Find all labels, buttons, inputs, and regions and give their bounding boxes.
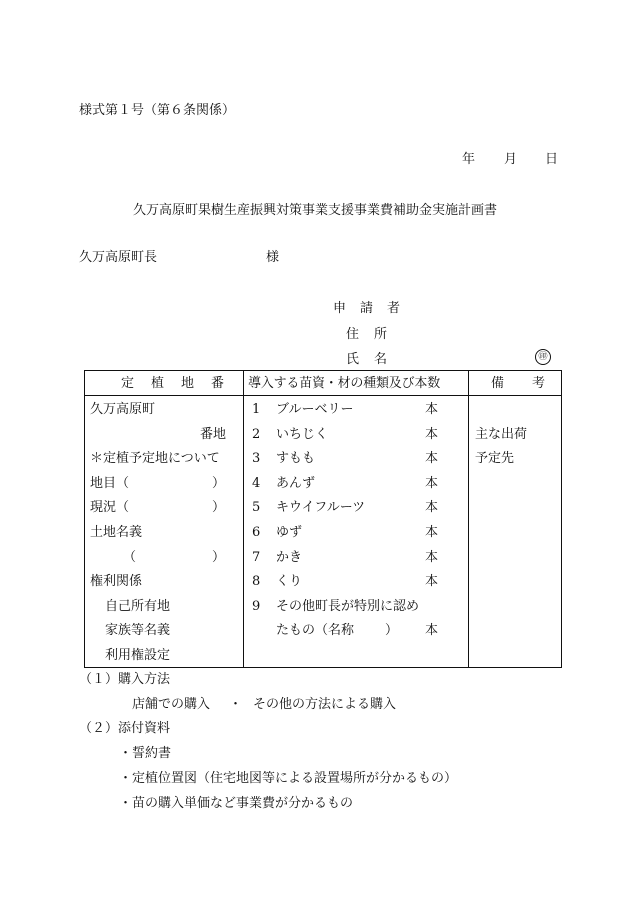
- item-number: 5: [252, 500, 261, 515]
- item-unit: 本: [425, 500, 439, 515]
- attachments-heading: （２）添付資料: [79, 721, 171, 736]
- item-number: 7: [252, 550, 261, 565]
- item-number: 6: [252, 525, 261, 540]
- item9-line2: たもの（名称: [276, 623, 355, 638]
- purchase-heading: （１）購入方法: [79, 672, 171, 687]
- item-name: くり: [276, 574, 303, 589]
- item-number: 4: [252, 476, 261, 491]
- purchase-option-other: その他の方法による購入: [253, 697, 397, 712]
- col1-town: 久万高原町: [90, 402, 156, 417]
- item-unit: 本: [425, 574, 439, 589]
- item-name: すもも: [276, 451, 316, 466]
- item-name: ブルーベリー: [276, 402, 354, 417]
- table-divider-1: [243, 371, 244, 667]
- item9-number: 9: [252, 599, 261, 614]
- header-col3-char-b: 考: [532, 376, 546, 391]
- item-number: 8: [252, 574, 261, 589]
- col1-right-family: 家族等名義: [105, 623, 171, 638]
- document-title: 久万高原町果樹生産振興対策事業支援事業費補助金実施計画書: [132, 203, 497, 218]
- remarks-line2: 予定先: [475, 451, 515, 466]
- header-col1-char-a: 定: [121, 376, 135, 391]
- item-unit: 本: [425, 427, 439, 442]
- header-col2: 導入する苗資・材の種類及び本数: [248, 376, 441, 391]
- item9-line2-close: ）: [385, 623, 399, 638]
- header-col3-char-a: 備: [491, 376, 505, 391]
- seal-mark: ㊞: [535, 349, 551, 365]
- name-label-char-2: 名: [374, 352, 388, 367]
- attachment-item: ・定植位置図（住宅地図等による設置場所が分かるもの）: [119, 771, 458, 786]
- form-number: 様式第１号（第６条関係）: [79, 103, 236, 118]
- item-unit: 本: [425, 550, 439, 565]
- col1-owner-close: ）: [212, 550, 226, 565]
- col1-banchi: 番地: [200, 427, 227, 442]
- col1-rights: 権利関係: [90, 574, 143, 589]
- attachment-item: ・苗の購入単価など事業費が分かるもの: [119, 796, 354, 811]
- applicant-label-char-2: 請: [360, 301, 374, 316]
- address-label-char-1: 住: [346, 327, 360, 342]
- item9-unit: 本: [425, 623, 439, 638]
- header-col1-char-d: 番: [211, 376, 225, 391]
- purchase-option-store: 店舗での購入: [132, 697, 211, 712]
- date-day-label: 日: [545, 152, 559, 167]
- item-name: あんず: [276, 476, 316, 491]
- date-year-label: 年: [462, 152, 476, 167]
- col1-genkyo: 現況（: [90, 500, 130, 515]
- remarks-line1: 主な出荷: [475, 427, 528, 442]
- item-name: キウイフルーツ: [276, 500, 366, 515]
- item-number: 3: [252, 451, 261, 466]
- col1-genkyo-close: ）: [212, 500, 226, 515]
- address-label-char-2: 所: [374, 327, 388, 342]
- header-col1-char-b: 植: [151, 376, 165, 391]
- purchase-separator: ・: [229, 697, 243, 712]
- planting-plan-table: [84, 370, 562, 668]
- table-header-divider: [85, 395, 561, 396]
- item-name: いちじく: [276, 427, 329, 442]
- applicant-label-char-3: 者: [387, 301, 401, 316]
- item-unit: 本: [425, 451, 439, 466]
- col1-right-own: 自己所有地: [105, 599, 171, 614]
- header-col1-char-c: 地: [181, 376, 195, 391]
- item-unit: 本: [425, 402, 439, 417]
- honorific: 様: [266, 250, 280, 265]
- item-unit: 本: [425, 525, 439, 540]
- item9-line1: その他町長が特別に認め: [276, 599, 420, 614]
- col1-chimoku-close: ）: [212, 476, 226, 491]
- col1-owner-open: （: [123, 550, 137, 565]
- col1-right-lease: 利用権設定: [105, 648, 171, 663]
- item-number: 1: [252, 402, 261, 417]
- name-label-char-1: 氏: [346, 352, 360, 367]
- col1-planned: ＊定植予定地について: [90, 451, 220, 466]
- item-unit: 本: [425, 476, 439, 491]
- item-name: かき: [276, 550, 303, 565]
- item-number: 2: [252, 427, 261, 442]
- date-month-label: 月: [504, 152, 518, 167]
- applicant-label-char-1: 申: [333, 301, 347, 316]
- item-name: ゆず: [276, 525, 303, 540]
- col1-chimoku: 地目（: [90, 476, 130, 491]
- col1-owner: 土地名義: [90, 525, 143, 540]
- table-divider-2: [468, 371, 469, 667]
- attachment-item: ・誓約書: [119, 746, 172, 761]
- addressee: 久万高原町長: [79, 250, 158, 265]
